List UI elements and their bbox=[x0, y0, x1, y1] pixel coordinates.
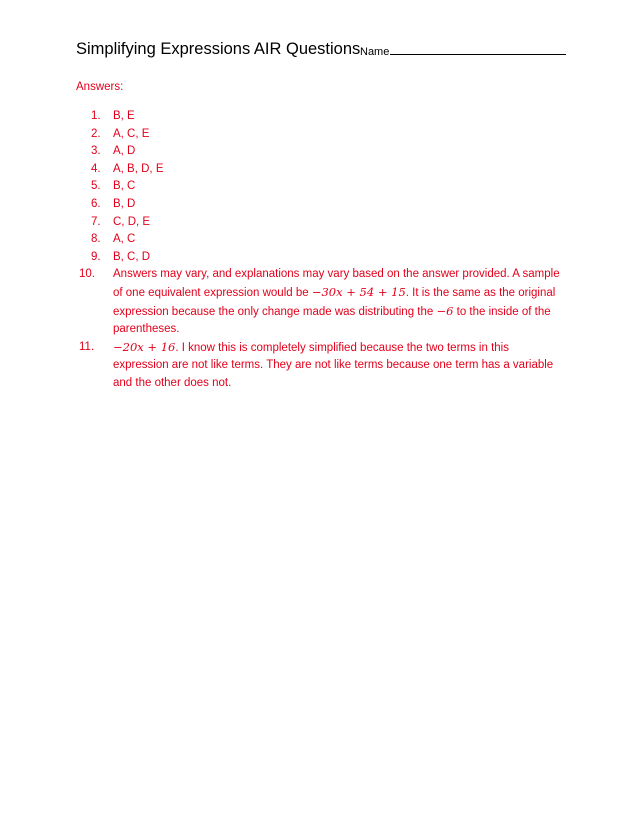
answer-number: 6. bbox=[91, 197, 101, 210]
answer-list bbox=[76, 108, 566, 393]
answer-item-8 bbox=[76, 231, 566, 249]
answer-item-10 bbox=[76, 266, 566, 338]
answer-number: 5. bbox=[91, 180, 101, 193]
answer-item-11 bbox=[76, 339, 566, 393]
answer-number: 7. bbox=[91, 215, 101, 228]
answer-item-2 bbox=[76, 126, 566, 144]
answer-text: Answers may vary, and explanations may vary based on the answer provided. A sample of one equivalent expression would be bbox=[113, 268, 560, 299]
answers-heading: Answers: bbox=[76, 81, 124, 93]
answer-number: 4. bbox=[91, 162, 101, 175]
answer-text: . I know this is completely simplified because the two terms in this expression are not like terms. They are not like terms because one term has a variable and the other does not. bbox=[113, 341, 554, 389]
answer-text: B, D bbox=[113, 197, 136, 210]
document-header bbox=[76, 38, 566, 62]
answer-text: A, B, D, E bbox=[113, 162, 164, 175]
answer-text: . It is the same as the original expression because the only change made was distributing the bbox=[113, 286, 556, 318]
answer-number: 2. bbox=[91, 127, 101, 140]
answer-text: B, E bbox=[113, 110, 135, 122]
answer-number: 8. bbox=[91, 233, 101, 246]
answer-item-9 bbox=[76, 249, 566, 267]
answer-text: C, D, E bbox=[113, 215, 151, 228]
answer-text: A, C bbox=[113, 233, 136, 246]
answer-item-3 bbox=[76, 143, 566, 161]
answer-text: B, C bbox=[113, 180, 136, 193]
document-title: Simplifying Expressions AIR Questions bbox=[76, 40, 361, 58]
answer-text: B, C, D bbox=[113, 250, 151, 263]
answer-number: 9. bbox=[91, 250, 101, 263]
name-label: Name bbox=[360, 46, 390, 58]
answer-text: A, C, E bbox=[113, 127, 150, 140]
math-expression: −20x + 16 bbox=[113, 339, 176, 354]
answer-item-7 bbox=[76, 214, 566, 232]
answer-item-5 bbox=[76, 178, 566, 196]
answer-number: 3. bbox=[91, 145, 101, 158]
answer-number: 10. bbox=[79, 268, 95, 281]
answer-text: to the inside of the parentheses. bbox=[113, 305, 551, 336]
answer-item-6 bbox=[76, 196, 566, 214]
math-expression: −6 bbox=[436, 303, 454, 318]
name-field bbox=[360, 43, 566, 59]
name-blank-line bbox=[390, 43, 566, 55]
answer-item-1 bbox=[76, 108, 566, 126]
math-expression: −30x + 54 + 15 bbox=[311, 284, 406, 299]
answer-number: 11. bbox=[79, 340, 95, 353]
answer-number: 1. bbox=[91, 110, 101, 122]
answer-item-4 bbox=[76, 161, 566, 179]
answer-text: A, D bbox=[113, 145, 136, 158]
